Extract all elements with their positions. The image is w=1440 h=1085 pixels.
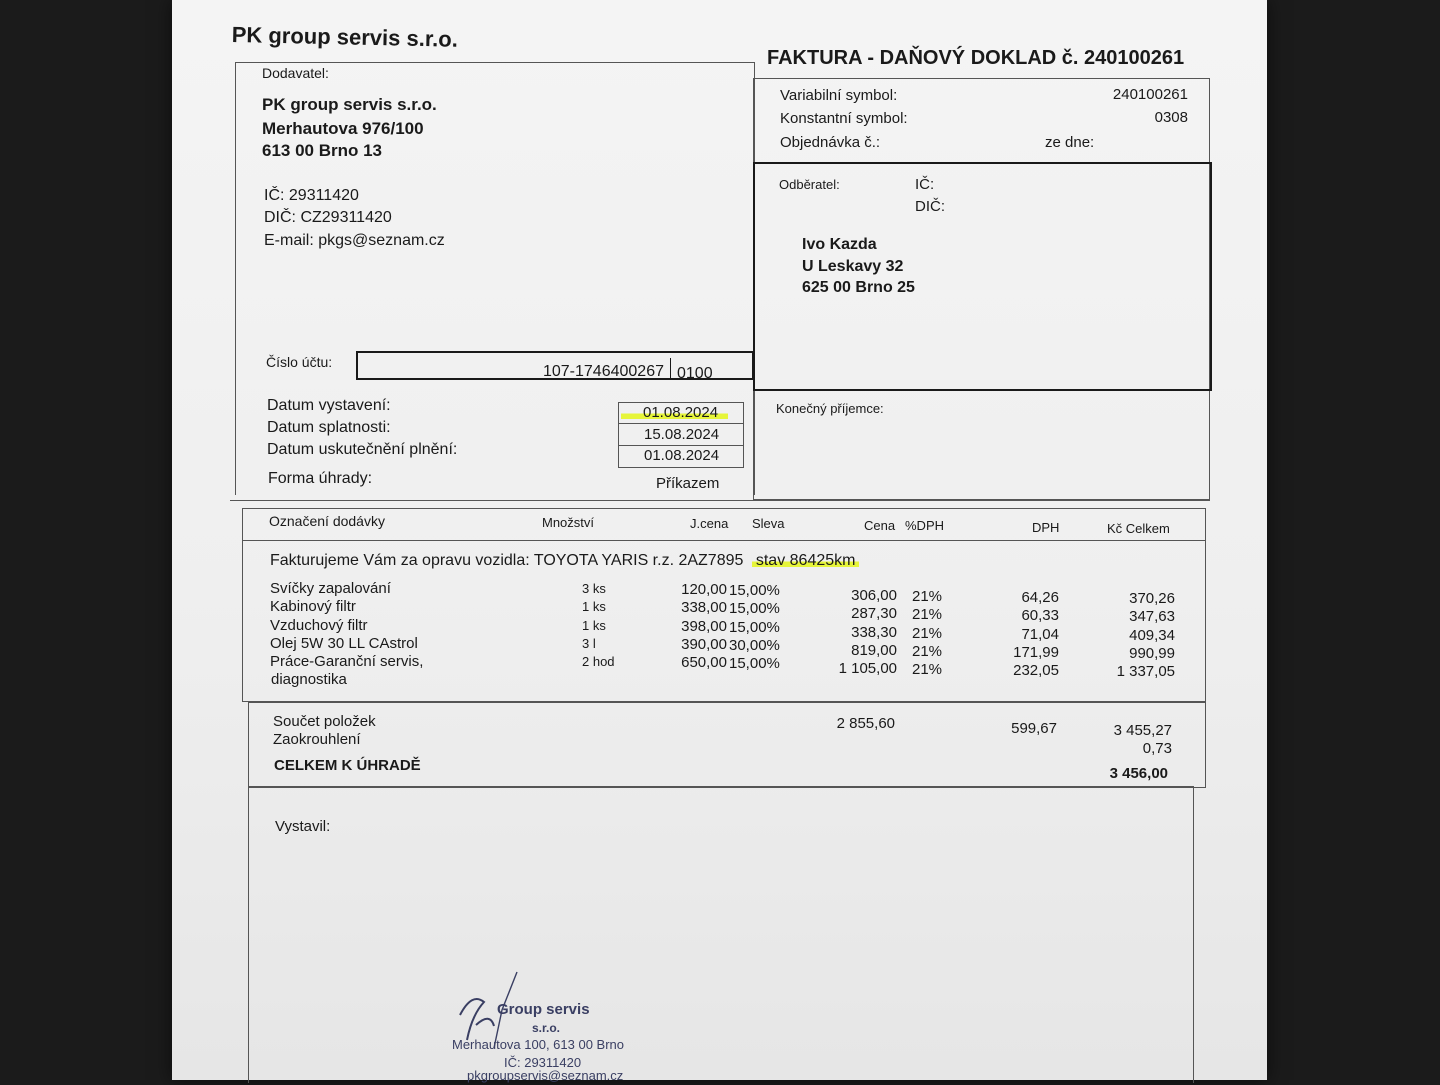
cell-name: Práce-Garanční servis, [270, 653, 424, 670]
cell-name: Vzduchový filtr [270, 617, 368, 634]
customer-label: Odběratel: [779, 177, 840, 192]
stamp-email: pkgroupservis@seznam.cz [467, 1068, 624, 1083]
cell-vat: 171,99 [1013, 643, 1059, 661]
company-stamp [442, 995, 702, 1085]
account-label: Číslo účtu: [266, 354, 333, 370]
cell-total: 347,63 [1129, 607, 1175, 625]
issuer-box [248, 786, 1194, 1083]
cell-unit-price: 120,00 [681, 581, 727, 599]
issue-date-label: Datum vystavení: [267, 397, 391, 414]
supplier-email: E-mail: pkgs@seznam.cz [264, 232, 445, 249]
customer-ic-label: IČ: [915, 176, 935, 193]
cell-price: 287,30 [851, 605, 897, 623]
invoice-intro-text: Fakturujeme Vám za opravu vozidla: TOYOTA YARIS r.z. 2AZ7895 [270, 552, 744, 569]
cell-total: 990,99 [1129, 644, 1175, 662]
variable-symbol-label: Variabilní symbol: [780, 87, 898, 104]
supplier-city: 613 00 Brno 13 [262, 141, 383, 160]
dates-divider-2 [618, 445, 743, 446]
cell-vat: 232,05 [1013, 661, 1059, 679]
table-top-rule [230, 500, 1210, 501]
cell-total: 1 337,05 [1116, 662, 1175, 680]
sum-vat: 599,67 [1011, 720, 1057, 737]
cell-qty: 1 ks [582, 617, 606, 633]
invoice-paper [172, 0, 1267, 1083]
cell-discount: 15,00% [729, 581, 780, 599]
cell-qty: 3 ks [582, 580, 606, 596]
cell-vat-pct: 21% [912, 661, 943, 678]
stamp-ic: IČ: 29311420 [504, 1055, 582, 1070]
due-date-label: Datum splatnosti: [267, 419, 391, 436]
customer-name: Ivo Kazda [802, 236, 877, 253]
customer-street: U Leskavy 32 [802, 258, 904, 275]
cell-name: Kabinový filtr [270, 598, 356, 615]
cell-qty: 3 l [582, 635, 596, 651]
cell-discount: 15,00% [729, 654, 780, 672]
supplier-name: PK group servis s.r.o. [262, 95, 437, 114]
sum-total: 3 455,27 [1113, 722, 1172, 739]
col-header-vat-pct: %DPH [905, 518, 945, 533]
cell-vat-pct: 21% [912, 625, 943, 642]
constant-symbol-value: 0308 [1154, 109, 1188, 126]
grand-total-label: CELKEM K ÚHRADĚ [274, 757, 421, 774]
account-divider [670, 358, 671, 380]
cell-discount: 30,00% [729, 636, 780, 654]
stamp-title: Group servis [497, 1001, 590, 1018]
issued-by-label: Vystavil: [275, 818, 331, 835]
constant-symbol-label: Konstantní symbol: [780, 110, 908, 127]
cell-unit-price: 650,00 [681, 654, 727, 672]
supply-date-value: 01.08.2024 [644, 447, 720, 464]
bank-code: 0100 [677, 365, 713, 382]
odometer-highlight: stav 86425km [752, 552, 860, 569]
cell-vat-pct: 21% [912, 588, 943, 605]
header-divider [242, 540, 1206, 541]
company-header: PK group servis s.r.o. [231, 22, 459, 52]
cell-unit-price: 398,00 [681, 618, 727, 636]
cell-discount: 15,00% [729, 618, 780, 636]
payment-label: Forma úhrady: [268, 470, 373, 487]
rounding-label: Zaokrouhlení [273, 731, 361, 748]
stamp-address: Merhautova 100, 613 00 Brno [452, 1037, 625, 1052]
cell-total: 409,34 [1129, 626, 1175, 644]
customer-dic-label: DIČ: [915, 198, 945, 215]
cell-price: 1 105,00 [838, 660, 897, 678]
cell-vat-pct: 21% [912, 606, 943, 623]
col-header-item: Označení dodávky [269, 513, 385, 529]
payment-value: Příkazem [656, 475, 720, 492]
dates-divider-1 [618, 423, 743, 424]
col-header-discount: Sleva [752, 516, 785, 531]
cell-price: 306,00 [851, 587, 897, 605]
invoice-intro [270, 552, 859, 570]
document-title: FAKTURA - DAŇOVÝ DOKLAD č. 240100261 [767, 47, 1185, 69]
cell-price: 338,30 [851, 624, 897, 642]
cell-vat: 60,33 [1021, 606, 1059, 624]
supplier-label: Dodavatel: [262, 65, 329, 81]
cell-vat: 71,04 [1021, 625, 1059, 643]
customer-city: 625 00 Brno 25 [802, 279, 915, 296]
account-number: 107-1746400267 [542, 363, 664, 380]
cell-price: 819,00 [851, 642, 897, 660]
final-recipient-label: Konečný příjemce: [776, 401, 884, 416]
col-header-total: Kč Celkem [1107, 521, 1170, 536]
customer-box [753, 162, 1212, 391]
cell-unit-price: 390,00 [681, 636, 727, 654]
col-header-price: Cena [864, 518, 896, 533]
issue-date-value: 01.08.2024 [621, 404, 728, 421]
due-date-value: 15.08.2024 [644, 426, 720, 443]
grand-total-value: 3 456,00 [1109, 765, 1168, 782]
col-header-vat: DPH [1032, 520, 1060, 535]
supplier-street: Merhautova 976/100 [262, 119, 424, 138]
cell-vat: 64,26 [1021, 588, 1059, 606]
cell-name: Svíčky zapalování [270, 580, 391, 597]
cell-discount: 15,00% [729, 599, 780, 617]
stamp-sub: s.r.o. [532, 1021, 561, 1035]
cell-qty: 1 ks [582, 598, 606, 614]
variable-symbol-value: 240100261 [1112, 86, 1188, 103]
order-label: Objednávka č.: [780, 134, 881, 151]
cell-total: 370,26 [1129, 589, 1175, 607]
supply-date-label: Datum uskutečnění plnění: [267, 441, 458, 458]
sum-label: Součet položek [273, 713, 376, 730]
order-date-label: ze dne: [1045, 134, 1095, 151]
sum-price: 2 855,60 [836, 715, 895, 732]
cell-qty: 2 hod [582, 653, 615, 669]
cell-unit-price: 338,00 [681, 599, 727, 617]
rounding-value: 0,73 [1142, 740, 1172, 757]
cell-name: Olej 5W 30 LL CAstrol [270, 635, 418, 652]
cell-vat-pct: 21% [912, 643, 943, 660]
supplier-ic: IČ: 29311420 [264, 187, 359, 204]
row-continuation: diagnostika [271, 671, 347, 688]
col-header-unit-price: J.cena [690, 516, 729, 531]
col-header-qty: Množství [542, 515, 595, 530]
supplier-dic: DIČ: CZ29311420 [264, 209, 392, 226]
